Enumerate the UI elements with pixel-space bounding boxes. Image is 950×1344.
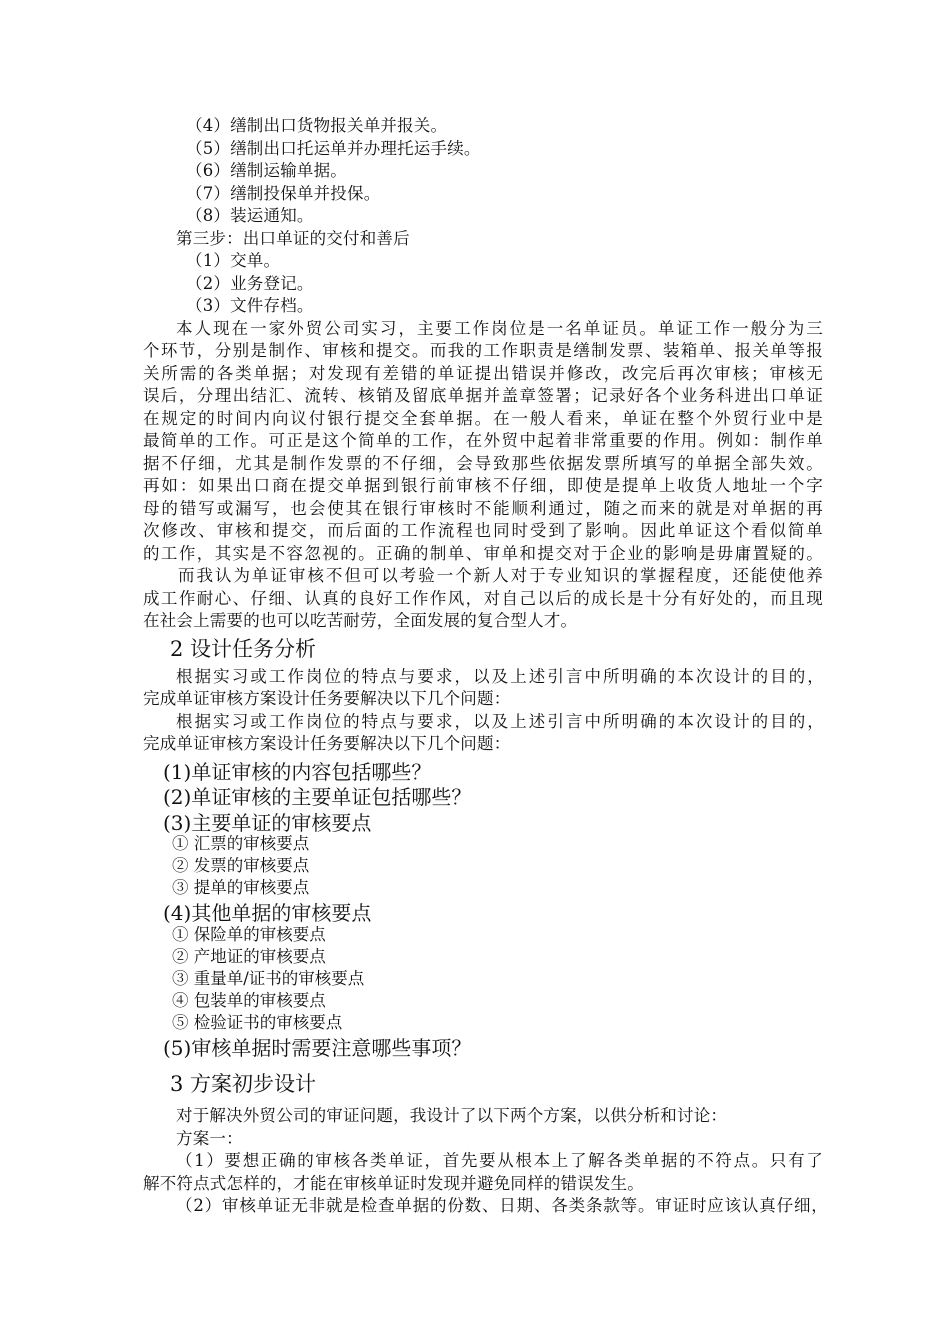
paragraph-line: 母的错写或漏写，也会使其在银行审核时不能顺利通过，随之而来的就是对单据的再 [143,499,823,518]
paragraph-line: 个环节，分别是制作、审核和提交。而我的工作职责是缮制发票、装箱单、报关单等报 [143,341,823,360]
step-item: （7）缮制投保单并投保。 [186,184,381,203]
paragraph-line: 次修改、审核和提交，而后面的工作流程也同时受到了影响。因此单证这个看似简单 [143,521,823,540]
sub-item: ③ 重量单/证书的审核要点 [172,969,365,988]
section-2-heading: 2 设计任务分析 [170,637,317,661]
paragraph-line: 成工作耐心、仔细、认真的良好工作作风，对自己以后的成长是十分有好处的，而且现 [143,589,823,608]
paragraph-line: 对于解决外贸公司的审证问题，我设计了以下两个方案，以供分析和讨论： [176,1106,728,1125]
sub-item: ① 保险单的审核要点 [172,925,326,944]
section-3-heading: 3 方案初步设计 [170,1072,317,1096]
paragraph-line: 解不符点式怎样的，才能在审核单证时发现并避免同样的错误发生。 [143,1174,644,1193]
paragraph-line: 本人现在一家外贸公司实习，主要工作岗位是一名单证员。单证工作一般分为三 [176,319,823,338]
step3-title: 第三步：出口单证的交付和善后 [176,229,410,248]
sub-item: ③ 提单的审核要点 [172,878,310,897]
step-item: （2）业务登记。 [186,274,314,293]
question-1: (1)单证审核的内容包括哪些？ [163,760,432,784]
paragraph-line: 的工作，其实是不容忽视的。正确的制单、审单和提交对于企业的影响是毋庸置疑的。 [143,544,823,563]
paragraph-line: 最简单的工作。可正是这个简单的工作，在外贸中起着非常重要的作用。例如：制作单 [143,431,823,450]
plan-title: 方案一： [176,1129,243,1148]
step-item: （8）装运通知。 [186,206,314,225]
step-item: （6）缮制运输单据。 [186,161,347,180]
paragraph-line: （2）审核单证无非就是检查单据的份数、日期、各类条款等。审证时应该认真仔细， [176,1196,828,1215]
paragraph-line: 在规定的时间内向议付银行提交全套单据。在一般人看来，单证在整个外贸行业中是 [143,409,823,428]
paragraph-line: 误后，分理出结汇、流转、核销及留底单据并盖章签署；记录好各个业务科进出口单证 [143,386,823,405]
question-3: (3)主要单证的审核要点 [163,811,372,835]
paragraph-line: 完成单证审核方案设计任务要解决以下几个问题： [143,734,511,753]
question-4: (4)其他单据的审核要点 [163,901,372,925]
sub-item: ② 产地证的审核要点 [172,947,326,966]
step-item: （4）缮制出口货物报关单并报关。 [186,116,448,135]
question-5: (5)审核单据时需要注意哪些事项？ [163,1036,472,1060]
step-item: （5）缮制出口托运单并办理托运手续。 [186,139,481,158]
paragraph-line: 完成单证审核方案设计任务要解决以下几个问题： [143,689,511,708]
paragraph-line: 关所需的各类单据；对发现有差错的单证提出错误并修改，改完后再次审核；审核无 [143,364,823,383]
paragraph-line: 根据实习或工作岗位的特点与要求，以及上述引言中所明确的本次设计的目的， [176,667,824,686]
paragraph-line: （1）要想正确的审核各类单证，首先要从根本上了解各类单据的不符点。只有了 [176,1151,823,1170]
paragraph-line: 在社会上需要的也可以吃苦耐劳，全面发展的复合型人才。 [143,611,578,630]
paragraph-line: 再如：如果出口商在提交单据到银行前审核不仔细，即使是提单上收货人地址一个字 [143,476,823,495]
paragraph-line: 而我认为单证审核不但可以考验一个新人对于专业知识的掌握程度，还能使他养 [178,566,823,585]
question-2: (2)单证审核的主要单证包括哪些？ [163,785,472,809]
sub-item: ④ 包装单的审核要点 [172,991,326,1010]
sub-item: ① 汇票的审核要点 [172,834,310,853]
step-item: （1）交单。 [186,251,281,270]
step-item: （3）文件存档。 [186,296,314,315]
paragraph-line: 根据实习或工作岗位的特点与要求，以及上述引言中所明确的本次设计的目的， [176,712,824,731]
sub-item: ⑤ 检验证书的审核要点 [172,1013,343,1032]
sub-item: ② 发票的审核要点 [172,856,310,875]
paragraph-line: 据不仔细，尤其是制作发票的不仔细，会导致那些依据发票所填写的单据全部失效。 [143,454,823,473]
